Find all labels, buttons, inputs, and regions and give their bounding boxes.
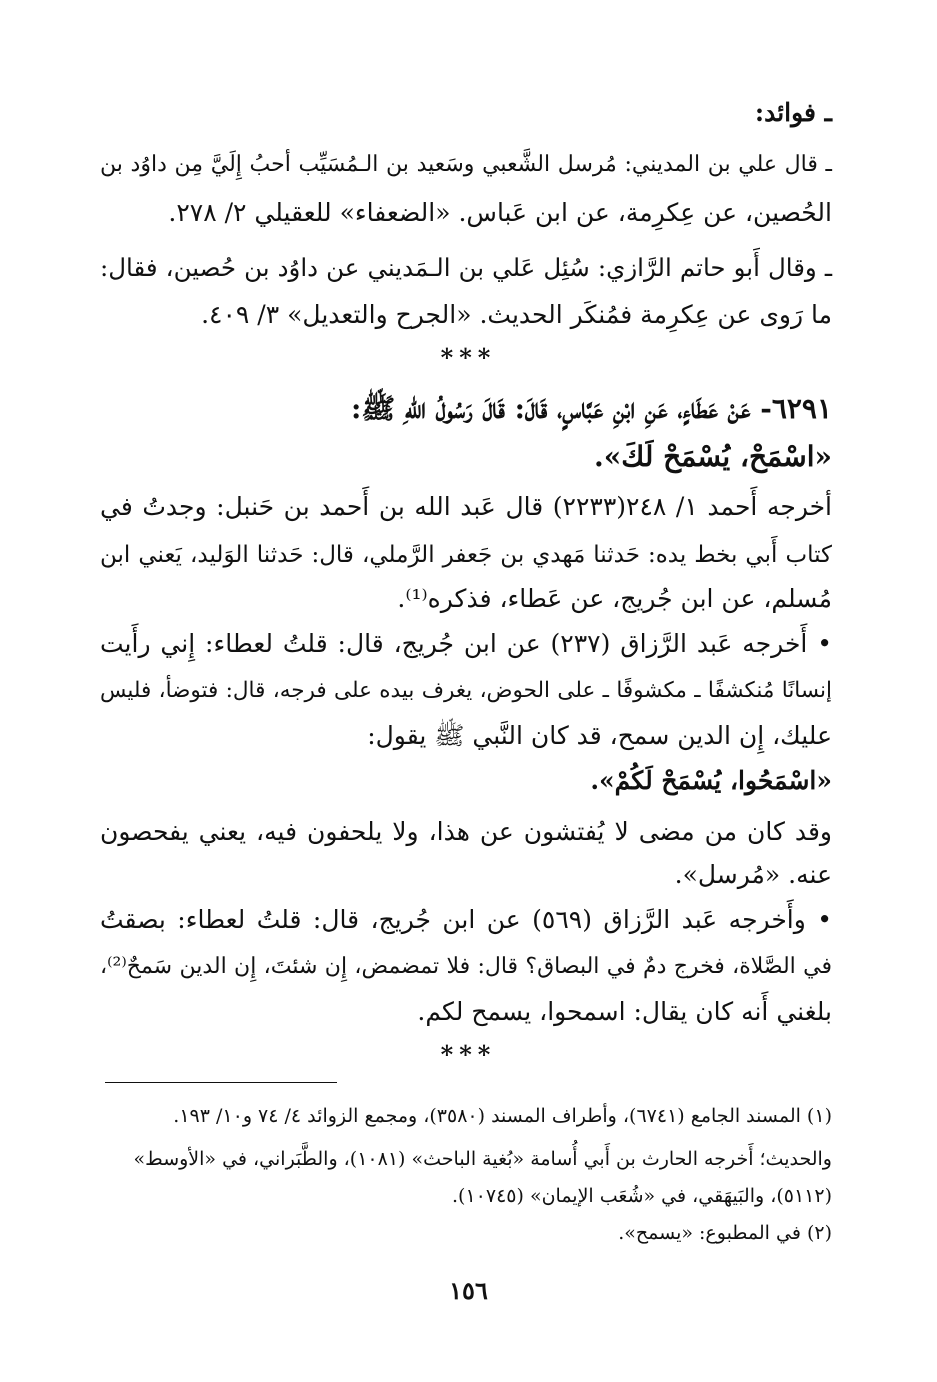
takhrij-line: عنه. «مُرسل». — [674, 860, 832, 889]
footnote-divider — [105, 1082, 337, 1083]
section-separator: *** — [440, 343, 497, 372]
benefit-line: الحُصين، عن عِكرِمة، عن ابن عَباس. «الضعفاء» للعقيلي ٢/ ٢٧٨. — [168, 198, 832, 227]
benefit-line: ما رَوى عن عِكرِمة فمُنكَر الحديث. «الجرح والتعديل» ٣/ ٤٠٩. — [201, 300, 832, 329]
footnote-line: والحديث؛ أَخرجه الحارث بن أَبي أُسامة «بُغية الباحث» (١٠٨١)، والطَّبَراني، في «الأوسط» — [133, 1148, 832, 1170]
takhrij-line: • وأَخرجه عَبد الرَّزاق (٥٦٩) عن ابن جُريج، قال: قلتُ لعطاء: بصقتُ — [100, 905, 832, 934]
hadith-text: ٦٢٩١- عَنْ عَطَاءٍ، عَنِ ابْنِ عَبَّاسٍ، قَالَ: قَالَ رَسُولُ اللهِ ﷺ: — [351, 392, 832, 425]
hadith-quote: «اسْمَحُوا، يُسْمَحْ لَكُمْ». — [590, 766, 832, 795]
benefit-line: ـ وقال أَبو حاتم الرَّازي: سُئِل عَلي بن الـمَديني عن داوُد بن حُصين، فقال: — [100, 253, 832, 282]
takhrij-line: أخرجه أَحمد ١/ ٢٤٨(٢٢٣٣) قال عَبد الله بن أَحمد بن حَنبل: وجدتُ في — [100, 492, 833, 521]
takhrij-line: وقد كان من مضى لا يُفتشون عن هذا، ولا يلحفون فيه، يعني يفحصون — [100, 817, 832, 846]
footnote-line: (١) المسند الجامع (٦٧٤١)، وأطراف المسند (٣٥٨٠)، ومجمع الزوائد ٤/ ٧٤ و١٠/ ١٩٣. — [173, 1105, 832, 1127]
takhrij-line: • أَخرجه عَبد الرَّزاق (٢٣٧) عن ابن جُريج، قال: قلتُ لعطاء: إِني رأَيت — [100, 629, 832, 658]
takhrij-line: عليك، إِن الدين سمح، قد كان النَّبي ﷺ يقول: — [367, 721, 832, 750]
benefit-line: ـ قال علي بن المديني: مُرسل الشَّعبي وسَعيد بن الـمُسَيِّب أحبُ إِلَيَّ مِن داوُد بن — [100, 152, 832, 177]
takhrij-line: كتاب أَبي بخط يده: حَدثنا مَهدي بن جَعفر الرَّملي، قال: حَدثنا الوَليد، يَعني ابن — [100, 542, 832, 568]
takhrij-line: إنسانًا مُنكشفًا ـ مكشوفًا ـ على الحوض، يغرف بيده على فرجه، قال: فتوضأ، فليس — [100, 678, 832, 703]
page-number: ١٥٦ — [449, 1276, 488, 1305]
section-heading: ـ فوائد: — [754, 98, 832, 127]
footnote-line: (٢) في المطبوع: «يسمح». — [618, 1222, 832, 1244]
section-separator: *** — [440, 1040, 497, 1069]
takhrij-line: في الصَّلاة، فخرج دمٌ في البصاق؟ قال: فلا تمضمض، إِن شئتَ، إِن الدين سَمحٌ⁽²⁾، — [100, 954, 832, 979]
footnote-line: (٥١١٢)، والبَيهَقي، في «شُعَب الإيمان» (١٠٧٤٥). — [452, 1185, 832, 1207]
takhrij-line: مُسلم، عن ابن جُريج، عن عَطاء، فذكره⁽¹⁾. — [397, 584, 832, 613]
takhrij-line: بلغني أَنه كان يقال: اسمحوا، يسمح لكم. — [417, 997, 832, 1026]
hadith-text: «اسْمَحْ، يُسْمَحْ لَكَ». — [594, 440, 832, 473]
